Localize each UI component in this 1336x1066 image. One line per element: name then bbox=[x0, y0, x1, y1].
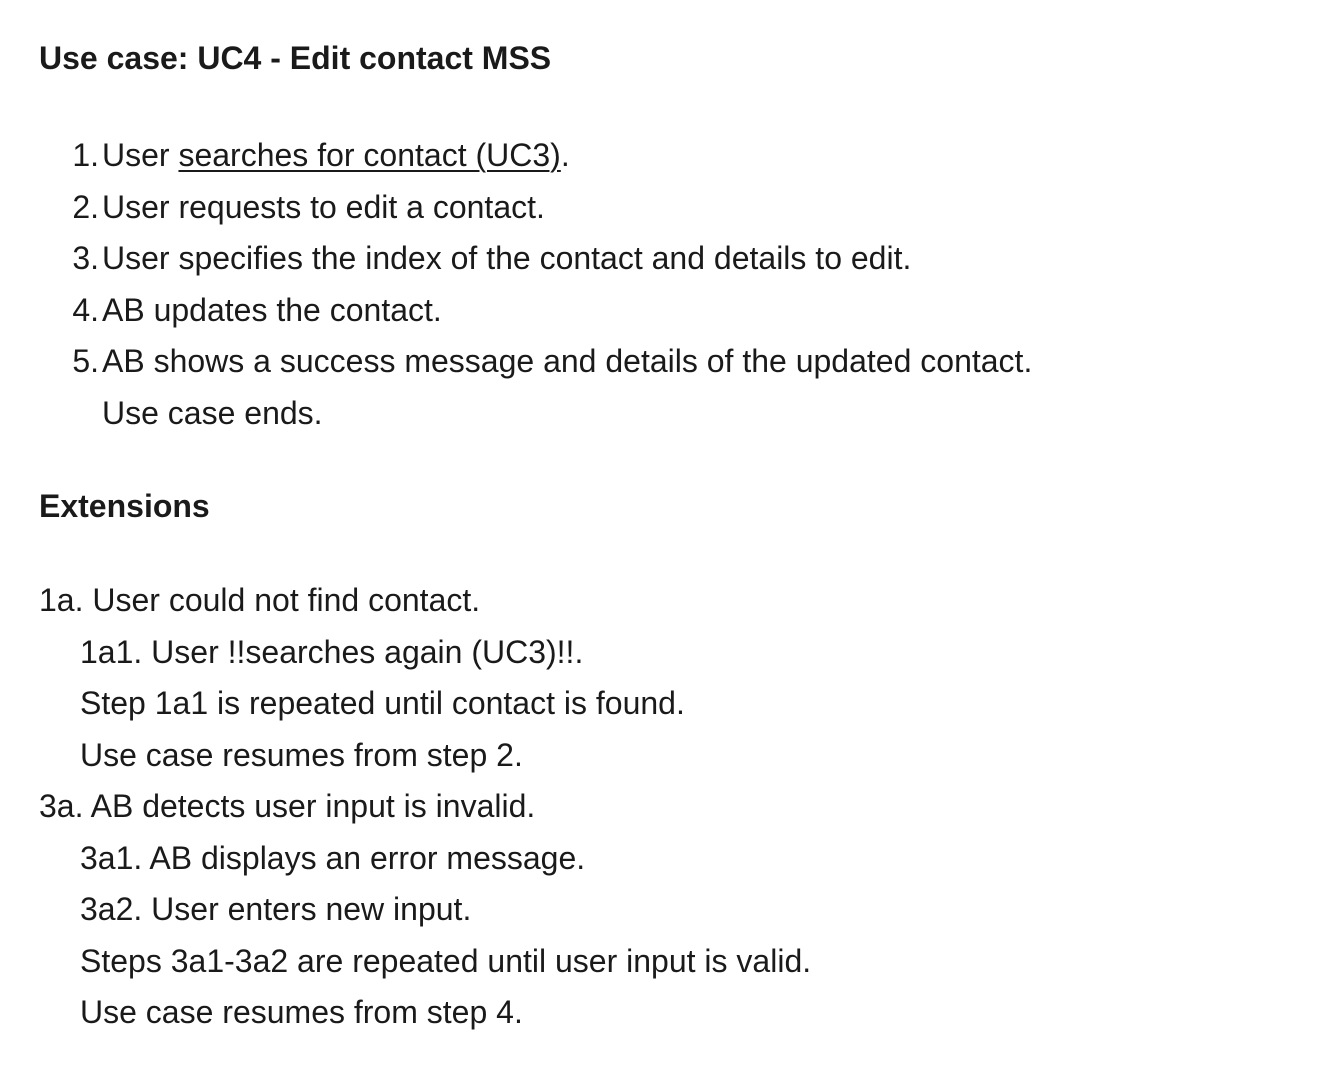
search-contact-link[interactable]: searches for contact (UC3) bbox=[178, 137, 561, 173]
step-number: 3. bbox=[72, 240, 99, 276]
step-text: User requests to edit a contact. bbox=[102, 188, 545, 225]
use-case-title: Use case: UC4 - Edit contact MSS bbox=[39, 40, 552, 76]
mss-step-5 bbox=[39, 336, 1032, 388]
step-number: 1. bbox=[72, 137, 99, 173]
extension-line: 1a. User could not find contact. bbox=[39, 582, 481, 618]
mss-step-3 bbox=[39, 233, 1032, 285]
step-number: 4. bbox=[72, 291, 99, 328]
extensions-heading: Extensions bbox=[39, 488, 210, 524]
step-text: AB updates the contact. bbox=[102, 291, 442, 328]
extension-line: 1a1. User !!searches again (UC3)!!. bbox=[80, 633, 584, 670]
extension-line: 3a2. User enters new input. bbox=[80, 891, 472, 927]
main-success-scenario bbox=[39, 130, 1032, 439]
step-text-before: User bbox=[102, 137, 179, 173]
step-number: 2. bbox=[72, 188, 99, 225]
step-text-after: . bbox=[560, 137, 570, 173]
mss-step-4 bbox=[39, 285, 1032, 337]
mss-end-note: Use case ends. bbox=[102, 394, 323, 431]
step-text: AB shows a success message and details of the updated contact. bbox=[102, 343, 1033, 379]
extension-line: 3a1. AB displays an error message. bbox=[80, 839, 586, 876]
extension-line: Use case resumes from step 4. bbox=[80, 994, 523, 1030]
extension-line: Step 1a1 is repeated until contact is found. bbox=[80, 685, 685, 721]
extension-line: Use case resumes from step 2. bbox=[80, 736, 523, 773]
extension-line: 3a. AB detects user input is invalid. bbox=[39, 788, 536, 824]
step-text: User specifies the index of the contact and details to edit. bbox=[102, 240, 912, 276]
step-number: 5. bbox=[72, 343, 99, 379]
mss-step-2 bbox=[39, 182, 1032, 234]
extensions-list bbox=[39, 575, 811, 1039]
extension-line: Steps 3a1-3a2 are repeated until user input is valid. bbox=[80, 942, 812, 979]
mss-step-1 bbox=[39, 130, 1032, 182]
